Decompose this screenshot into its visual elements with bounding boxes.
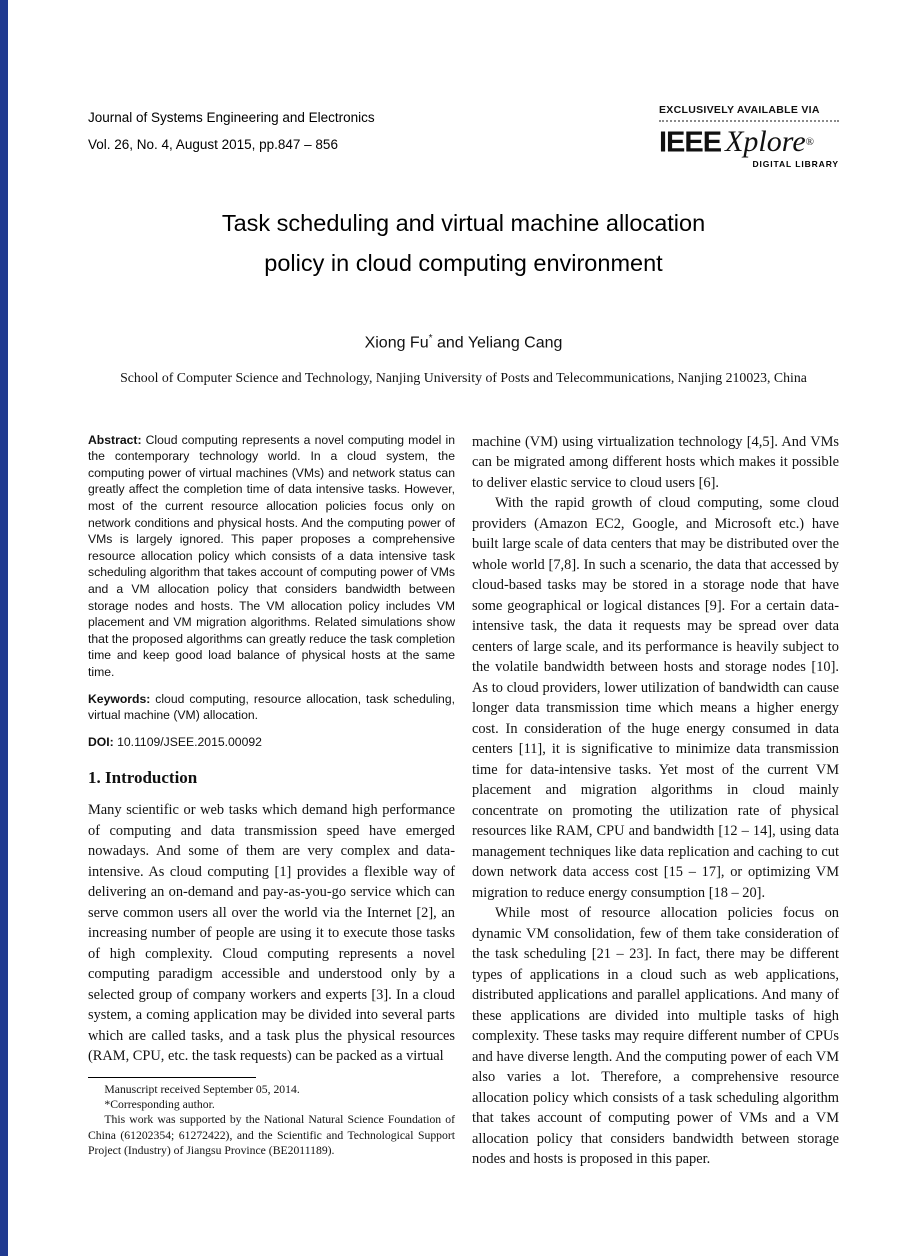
- body-paragraph-1: machine (VM) using virtualization technology [4,5]. And VMs can be migrated among different hosts which makes it possible to deliver elastic service to cloud users [6].: [472, 433, 839, 491]
- footnote-received: Manuscript received September 05, 2014.: [104, 1082, 300, 1096]
- footnote-funding: This work was supported by the National Natural Science Foundation of China (61202354; 61272422), and the Scientific and Technological Support Project (Industry) of Jiangsu Province (BE2011189).: [88, 1113, 455, 1158]
- two-column-body: [88, 432, 839, 1170]
- doi-text: 10.1109/JSEE.2015.00092: [113, 734, 262, 749]
- issue-line: Vol. 26, No. 4, August 2015, pp.847 – 856: [88, 137, 338, 152]
- body-paragraph-3: While most of resource allocation policies focus on dynamic VM consolidation, few of them take consideration of the task scheduling [21 – 23]. In fact, there may be different types of applications in a cloud such as web applications, distributed applications and parallel applications. And many of these applications are divided into multiple tasks of high complexity. These tasks may require different number of CPUs and have diverse length. And the computing power of each VM also varies a lot. Therefore, a comprehensive resource allocation policy which consists of a task scheduling algorithm that takes account of computing power of VMs and a VM allocation policy that considers bandwidth between storage nodes and hosts is proposed in this paper.: [472, 905, 839, 1168]
- affiliation: School of Computer Science and Technology, Nanjing University of Posts and Telecommunications, Nanjing 210023, China: [120, 369, 807, 385]
- coauthor-text: and Yeliang Cang: [432, 334, 563, 352]
- footnote-block: [88, 1082, 455, 1158]
- abstract-text: Cloud computing represents a novel computing model in the contemporary technology world. In a cloud system, the computing power of virtual machines (VMs) and network status can greatly affect the completion time of data intensive tasks. However, most of the current resource allocation policies focus only on network conditions and physical hosts. And the computing power of VMs is largely ignored. This paper proposes a comprehensive resource allocation policy which consists of a data intensive task scheduling algorithm that takes account of computing power of VMs and a VM allocation policy that considers bandwidth between storage nodes and hosts. The VM allocation policy includes VM placement and VM migration algorithms. Related simulations show that the proposed algorithms can greatly reduce the task completion time and keep good load balance of physical hosts at the same time.: [88, 432, 455, 679]
- corresponding-author-marker: *: [428, 333, 433, 345]
- intro-paragraph: Many scientific or web tasks which demand high performance of computing and data transmission speed have emerged nowadays. And some of them are very complex and data-intensive. As cloud computing [1] provides a flexible way of delivering an on-demand and pay-as-you-go service which can serve common users all over the world via the Internet [2], an increasing number of people are using it to execute those tasks of high complexity. Cloud computing represents a novel computing paradigm accessible and understood only by a selected group of company workers and experts [3]. In a cloud system, a coming application may be divided into several parts which are called tasks, and a task plus the physical resources (RAM, CPU, etc. the task requests) can be packed as a virtual: [88, 802, 455, 1065]
- body-paragraph-2: With the rapid growth of cloud computing, some cloud providers (Amazon EC2, Google, and Microsoft etc.) have built large scale of data centers that may be distributed over the whole world [7,8]. In such a scenario, the data that accessed by cloud-based tasks may be stored in a storage node that have some geographical or logical distances [9]. For a certain data-intensive task, the data it requests may be spread over data centers of large scale, and its performance is heavily subject to the volatile bandwidth between hosts and storage nodes [10]. As to cloud providers, lower utilization of bandwidth can cause longer data transmission time which means a higher energy cost. In consideration of the huge energy consumed in data centers [11], it is significative to minimize data transmission time for data-intensive tasks. Yet most of the current VM placement and migration algorithms in cloud mainly concentrate on promoting the utilization rate of physical resources like RAM, CPU and bandwidth [12 – 14], using data management techniques like data replication and caching to cut down network data access cost [15 – 17], or optimizing VM migration to reduce energy consumption [18 – 20].: [472, 495, 839, 901]
- paper-page: [88, 0, 839, 1170]
- author-name: Xiong Fu: [364, 334, 429, 352]
- footnote-rule: [88, 1077, 256, 1078]
- journal-info: [88, 104, 375, 158]
- digital-library-tagline: DIGITAL LIBRARY: [752, 159, 839, 170]
- title-line-1: Task scheduling and virtual machine allocation: [221, 210, 706, 237]
- title-line-2: policy in cloud computing environment: [264, 250, 663, 277]
- left-edge-bar: [0, 0, 8, 1256]
- registered-mark-icon: ®: [805, 136, 814, 148]
- logo-wordmark: [659, 127, 839, 162]
- journal-name: Journal of Systems Engineering and Electronics: [88, 110, 375, 125]
- dotted-separator: [659, 120, 839, 122]
- paper-title: [88, 203, 839, 283]
- right-column: [472, 432, 839, 1170]
- footnote-corresponding-author: *Corresponding author.: [104, 1098, 215, 1112]
- keywords-label: Keywords:: [88, 691, 151, 706]
- authors-line: [88, 333, 839, 352]
- abstract-label: Abstract:: [88, 432, 142, 447]
- page-header: [88, 104, 839, 169]
- xplore-wordmark: Xplore: [725, 125, 806, 159]
- section-heading-introduction: 1. Introduction: [88, 768, 198, 788]
- left-column: [88, 432, 455, 1170]
- doi-paragraph: [88, 734, 455, 751]
- abstract-paragraph: [88, 432, 455, 681]
- ieee-xplore-logo: [659, 104, 839, 169]
- availability-text: EXCLUSIVELY AVAILABLE VIA: [659, 104, 820, 116]
- keywords-paragraph: [88, 691, 455, 724]
- doi-label: DOI:: [88, 734, 114, 749]
- keywords-text: cloud computing, resource allocation, task scheduling, virtual machine (VM) allocation.: [88, 691, 455, 723]
- ieee-wordmark: IEEE: [659, 126, 722, 159]
